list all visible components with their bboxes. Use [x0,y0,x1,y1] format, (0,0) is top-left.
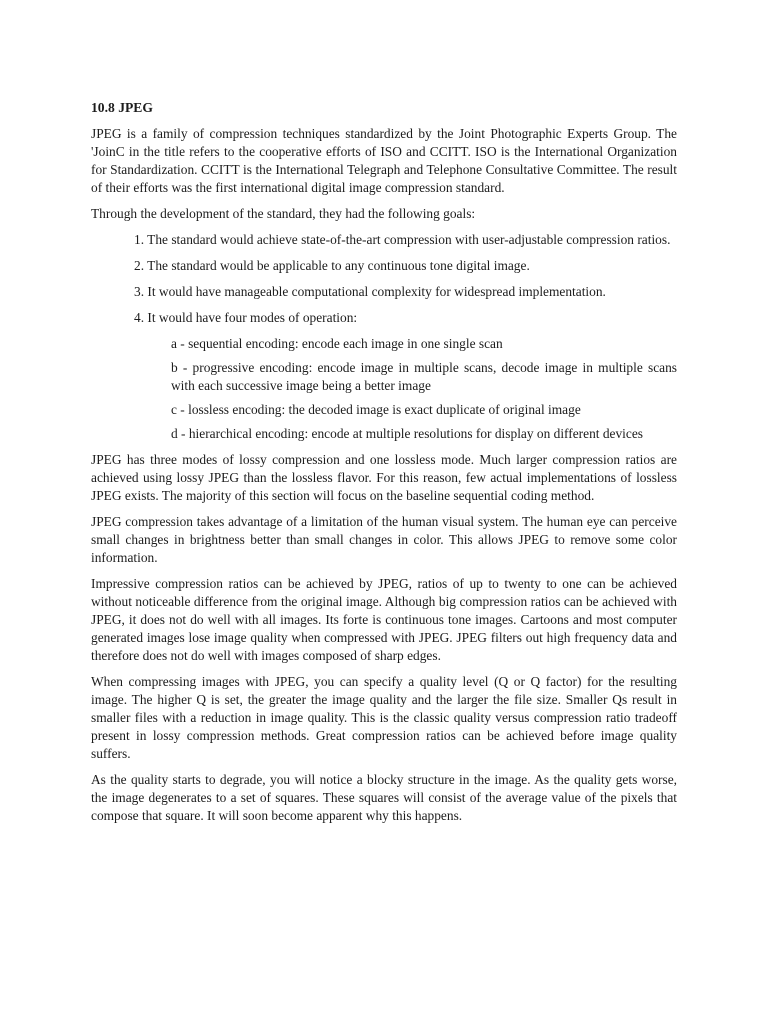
body-paragraph: When compressing images with JPEG, you can specify a quality level (Q or Q factor) for the resulting image. The higher Q is set, the greater the image quality and the larger the file size. Smaller Qs result in smaller files with a reduction in image quality. This is the classic quality versus compression ratio tradeoff present in lossy compression methods. Great compression ratios can be achieved before image quality suffers. [91,674,677,761]
goal-item [134,309,677,443]
body-paragraph: As the quality starts to degrade, you will notice a blocky structure in the image. As the quality gets worse, the image degenerates to a set of squares. These squares will consist of the average value of the pixels that compose that square. It will soon become apparent why this happens. [91,772,677,823]
modes-list [171,335,677,443]
goal-text: 2. The standard would be applicable to any continuous tone digital image. [134,258,530,273]
mode-item: c - lossless encoding: the decoded image is exact duplicate of original image [171,402,581,417]
goal-text: 3. It would have manageable computational complexity for widespread implementation. [134,284,606,299]
document-page [91,99,677,833]
mode-item: d - hierarchical encoding: encode at multiple resolutions for display on different devices [171,426,643,441]
mode-item: a - sequential encoding: encode each image in one single scan [171,336,503,351]
goal-item [134,231,677,249]
goal-text: 1. The standard would achieve state-of-the-art compression with user-adjustable compression ratios. [134,232,671,247]
intro-paragraph: JPEG is a family of compression techniques standardized by the Joint Photographic Experts Group. The 'JoinC in the title refers to the cooperative efforts of ISO and CCITT. ISO is the International Organization for Standardization. CCITT is the International Telegraph and Telephone Consultative Committee. The result of their efforts was the first international digital image compression standard. [91,126,677,195]
goal-item [134,283,677,301]
goals-lead-paragraph: Through the development of the standard, they had the following goals: [91,206,476,221]
goals-list [134,231,677,443]
section-heading: 10.8 JPEG [91,100,153,115]
body-paragraph: JPEG compression takes advantage of a limitation of the human visual system. The human eye can perceive small changes in brightness better than small changes in color. This allows JPEG to remove some color information. [91,514,677,565]
body-paragraph: Impressive compression ratios can be achieved by JPEG, ratios of up to twenty to one can be achieved without noticeable difference from the original image. Although big compression ratios can be achieved with JPEG, it does not do well with all images. Its forte is continuous tone images. Cartoons and most computer generated images lose image quality when compressed with JPEG. JPEG filters out high frequency data and therefore does not do well with images composed of sharp edges. [91,576,677,663]
goal-text: 4. It would have four modes of operation: [134,310,358,325]
mode-item: b - progressive encoding: encode image in multiple scans, decode image in multiple scans with each successive image being a better image [171,360,677,393]
body-paragraph: JPEG has three modes of lossy compression and one lossless mode. Much larger compression ratios are achieved using lossy JPEG than the lossless flavor. For this reason, few actual implementations of lossless JPEG exists. The majority of this section will focus on the baseline sequential coding method. [91,452,677,503]
goal-item [134,257,677,275]
